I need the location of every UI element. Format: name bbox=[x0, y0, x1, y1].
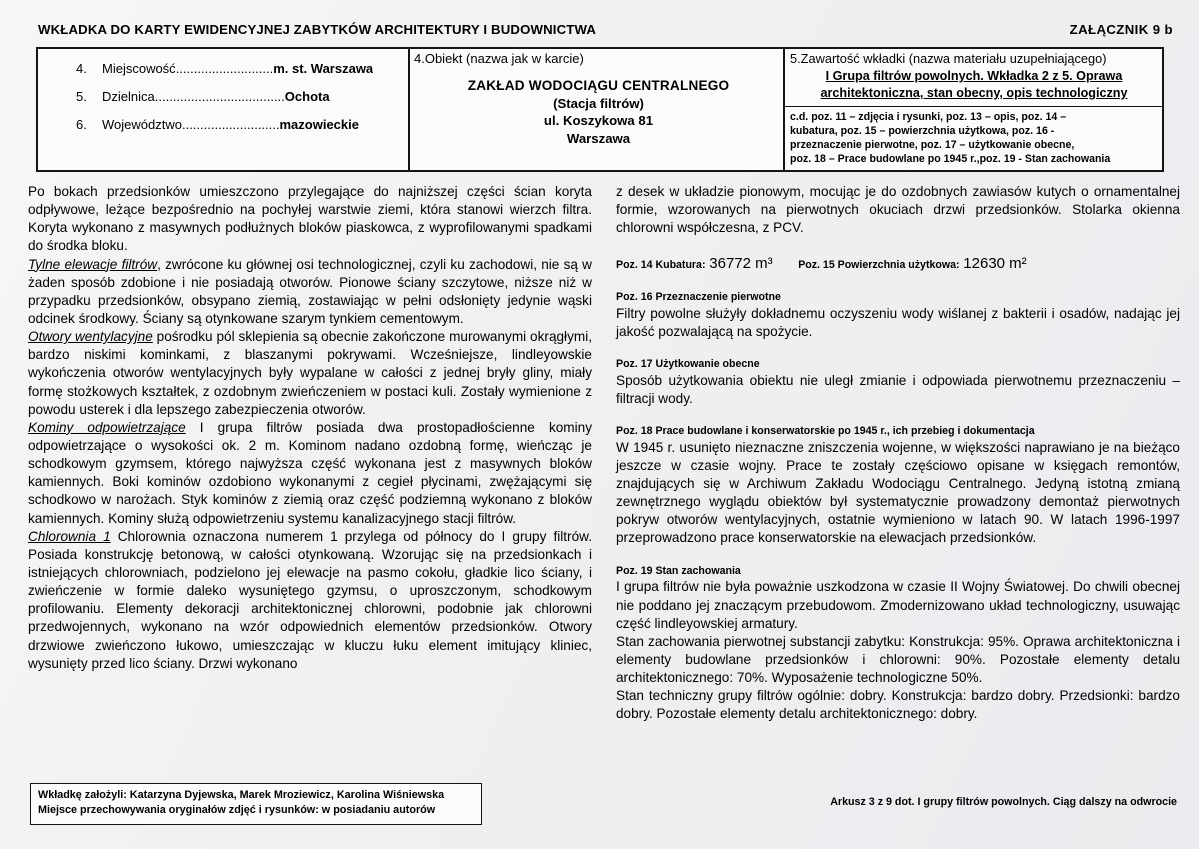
content-item-line: c.d. poz. 11 – zdjęcia i rysunki, poz. 13 – opis, poz. 14 – bbox=[790, 110, 1067, 123]
row-number: 4. bbox=[76, 61, 87, 76]
spacer bbox=[616, 237, 1180, 254]
object-field-label: 4.Obiekt (nazwa jak w karcie) bbox=[414, 51, 584, 66]
paragraph-chlorownia bbox=[28, 528, 592, 673]
poz19-text-1: I grupa filtrów nie była poważnie uszkodzona w czasie II Wojny Światowej. Do chwili obecnej nie poddano jej znaczącym przebudowom. Zmodernizowano układ technologiczny, usuwając część lindleyowskiej armatury. bbox=[616, 579, 1180, 631]
info-cell-content bbox=[785, 49, 1162, 170]
run-in-heading: Tylne elewacje filtrów bbox=[28, 256, 158, 272]
annex-label: ZAŁĄCZNIK 9 b bbox=[1069, 22, 1173, 37]
run-in-heading: Kominy odpowietrzające bbox=[28, 419, 186, 435]
poz15-label: Poz. 15 Powierzchnia użytkowa: bbox=[798, 259, 960, 272]
object-street: ul. Koszykowa 81 bbox=[543, 113, 654, 129]
paragraph-kominy bbox=[28, 419, 592, 528]
poz17-label: Poz. 17 Użytkowanie obecne bbox=[616, 357, 760, 370]
row-number: 5. bbox=[76, 89, 87, 104]
row-value: mazowieckie bbox=[279, 117, 359, 132]
content-item-line: kubatura, poz. 15 – powierzchnia użytkowa, poz. 16 - bbox=[790, 124, 1055, 137]
row-label: Dzielnica bbox=[102, 89, 155, 104]
paragraph-otwory-wentylacyjne bbox=[28, 328, 592, 419]
table-row bbox=[38, 117, 408, 132]
object-subtitle: (Stacja filtrów) bbox=[553, 95, 644, 111]
paragraph-koryta: Po bokach przedsionków umieszczono przylegające do najniższej części ścian koryta odpływowe, leżące bezpośrednio na pochyłej warstwie ziemi, która stanowi wierzch filtra. Koryta wykonano z masywnych podłużnych bloków piaskowca, z wyprofilowanymi spadkami do środka bloku. bbox=[28, 184, 592, 254]
table-row bbox=[38, 89, 408, 104]
poz19-text-3: Stan techniczny grupy filtrów ogólnie: dobry. Konstrukcja: bardzo dobry. Przedsionki: bardzo dobry. Pozostałe elementy detalu architektonicznego: dobry. bbox=[616, 688, 1180, 722]
cell-divider bbox=[785, 106, 1162, 107]
poz18-text: W 1945 r. usunięto nieznaczne zniszczenia wojenne, w większości naprawiano je na bieżąco jeszcze w czasie wojny. Prace te zostały częściowo opisane w księgach remontów, znajdujących się w Archiwum Zakładu Wodociągu Centralnego. Jedyną istotną zmianą zewnętrznego wyglądu obiektów był systematycznie prowadzony demontaż pierwotnych pokryw otworów wentylacyjnych, ostatnie wymieniono w latach 90. W latach 1996-1997 przeprowadzono prace konserwatorskie na elewacjach przedsionków. bbox=[616, 439, 1180, 546]
content-items bbox=[790, 110, 1158, 167]
spacer bbox=[616, 408, 1180, 425]
content-subtitle-line2: architektoniczna, stan obecny, opis technologiczny bbox=[820, 86, 1128, 101]
content-item-line: przeznaczenie pierwotne, poz. 17 – użytkowanie obecne, bbox=[790, 139, 1075, 152]
content-subtitle-line1: I Grupa filtrów powolnych. Wkładka 2 z 5. Oprawa bbox=[825, 68, 1123, 83]
paragraph-text: I grupa filtrów posiada dwa prostopadłościenne kominy odpowietrzające o wysokości ok. 2 m. Kominom nadano ozdobną formę, wieńcząc je schodkowym gzymsem, którego najwyższa część wykonana jest z masywnych bloków kamiennych. Boki kominów ozdobiono wykonanymi z cegieł płycinami, zwężającymi się schodkowo w narożach. Styk kominów z ziemią oraz część podziemną wykonano z bloków kamiennych. Kominy służą odpowietrzeniu systemu kanalizacyjnego stacji filtrów. bbox=[28, 419, 593, 526]
row-label: Województwo bbox=[102, 117, 182, 132]
poz16-label: Poz. 16 Przeznaczenie pierwotne bbox=[616, 290, 781, 303]
object-name: ZAKŁAD WODOCIĄGU CENTRALNEGO bbox=[467, 77, 730, 93]
poz17-text: Sposób użytkowania obiektu nie uległ zmianie i odpowiada pierwotnemu przeznaczeniu – filtracji wody. bbox=[616, 372, 1180, 406]
content-field-label: 5.Zawartość wkładki (nazwa materiału uzupełniającego) bbox=[790, 51, 1107, 66]
info-cell-object bbox=[410, 49, 785, 170]
spacer bbox=[616, 274, 1180, 291]
page-title: WKŁADKA DO KARTY EWIDENCYJNEJ ZABYTKÓW ARCHITEKTURY I BUDOWNICTWA bbox=[38, 22, 596, 37]
authors-box bbox=[30, 783, 482, 825]
paragraph-tylne-elewacje bbox=[28, 256, 592, 329]
paragraph-continued: z desek w układzie pionowym, mocując je do ozdobnych zawiasów kutych o ornamentalnej formie, wzorowanych na pierwotnych okuciach drzwi przedsionków. Stolarka okienna chlorowni współczesna, z PCV. bbox=[616, 184, 1180, 236]
object-details bbox=[414, 77, 783, 147]
run-in-heading: Chlorownia 1 bbox=[28, 528, 111, 544]
row-label: Miejscowość bbox=[102, 61, 176, 76]
document-header bbox=[38, 22, 1173, 37]
paragraph-text: pośrodku pól sklepienia są obecnie zakończone murowanymi okrągłymi, bardzo niskimi kominkami, z blaszanymi pokrywami. Wcześniejsze, lindleyowskie wykończenia otworów wentylacyjnych były wypalane w całości z jednej bryły gliny, miały formę stożkowych kształtek, z ozdobnym zwieńczeniem w postaci kuli. Zostały wymienione z powodu usterek i dla lepszego zabezpieczenia otworów. bbox=[28, 329, 592, 417]
run-in-heading: Otwory wentylacyjne bbox=[28, 329, 153, 345]
left-column bbox=[28, 183, 592, 724]
table-row bbox=[38, 61, 408, 76]
body-columns bbox=[28, 183, 1180, 724]
row-value: Ochota bbox=[284, 89, 330, 104]
metrics-row bbox=[616, 254, 1180, 274]
poz19-text-2: Stan zachowania pierwotnej substancji zabytku: Konstrukcja: 95%. Oprawa architektoniczna i elementy budowlane przedsionków i chlorowni: 90%. Pozostałe elementy detalu architektonicznego: 70%. Wyposażenie technologiczne 50%. bbox=[616, 633, 1180, 686]
poz15-value: 12630 m² bbox=[963, 255, 1027, 273]
sheet-note: Arkusz 3 z 9 dot. I grupy filtrów powolnych. Ciąg dalszy na odwrocie bbox=[830, 796, 1177, 808]
object-city: Warszawa bbox=[566, 130, 631, 146]
poz19-label: Poz. 19 Stan zachowania bbox=[616, 564, 741, 577]
poz18-label: Poz. 18 Prace budowlane i konserwatorskie po 1945 r., ich przebieg i dokumentacja bbox=[616, 425, 1035, 438]
poz14-value: 36772 m³ bbox=[709, 255, 773, 273]
row-dots: .................................... bbox=[154, 89, 285, 104]
right-column bbox=[616, 183, 1180, 724]
storage-line: Miejsce przechowywania oryginałów zdjęć i rysunków: w posiadaniu autorów bbox=[38, 804, 436, 817]
row-dots: ........................... bbox=[175, 61, 274, 76]
authors-line: Wkładkę założyli: Katarzyna Dyjewska, Marek Mroziewicz, Karolina Wiśniewska bbox=[38, 789, 445, 801]
info-cell-location bbox=[38, 49, 410, 170]
row-dots: ........................... bbox=[181, 117, 280, 132]
spacer bbox=[616, 341, 1180, 358]
content-item-line: poz. 18 – Prace budowlane po 1945 r.,poz. 19 - Stan zachowania bbox=[790, 153, 1111, 166]
row-value: m. st. Warszawa bbox=[273, 61, 374, 76]
poz14-label: Poz. 14 Kubatura: bbox=[616, 259, 706, 272]
row-number: 6. bbox=[76, 117, 87, 132]
spacer bbox=[616, 548, 1180, 565]
poz16-text: Filtry powolne służyły dokładnemu oczyszeniu wody wiślanej z bakterii i osadów, nadając jej jakość pozwalającą na spożycie. bbox=[616, 305, 1180, 339]
paragraph-text: Chlorownia oznaczona numerem 1 przylega od północy do I grupy filtrów. Posiada konstrukcję betonową, w całości otynkowaną. Wzorując się na przedsionkach i istniejących chlorowniach, podzielono jej elewacje na pasmo cokołu, gładkie lico ściany, i zwieńczenie w formie daleko wysuniętego gzymsu, o uproszczonym, schodkowym profilowaniu. Elementy dekoracji architektonicznej chlorowni, podobnie jak chlorowni przedwojennych, wykonano na wzór odpowiednich elementów przedsionków. Otwory drzwiowe zwieńczono łukowo, umieszczając w kluczu łuku element imitujący kliniec, wysunięty przed lico ściany. Drzwi wykonano bbox=[28, 528, 592, 671]
info-table bbox=[36, 47, 1164, 172]
paragraph-text: , zwrócone ku głównej osi technologicznej, czyli ku zachodowi, nie są w żaden sposób zdobione i nie posiadają otworów. Pionowe ściany szczytowe, niższe niż w przypadku przedsionków, obsypano ziemią, zostawiając w pełni odsłonięty jedynie wąski odcinek środkowy. Ściany są otynkowane szarym tynkiem cementowym. bbox=[28, 256, 592, 326]
